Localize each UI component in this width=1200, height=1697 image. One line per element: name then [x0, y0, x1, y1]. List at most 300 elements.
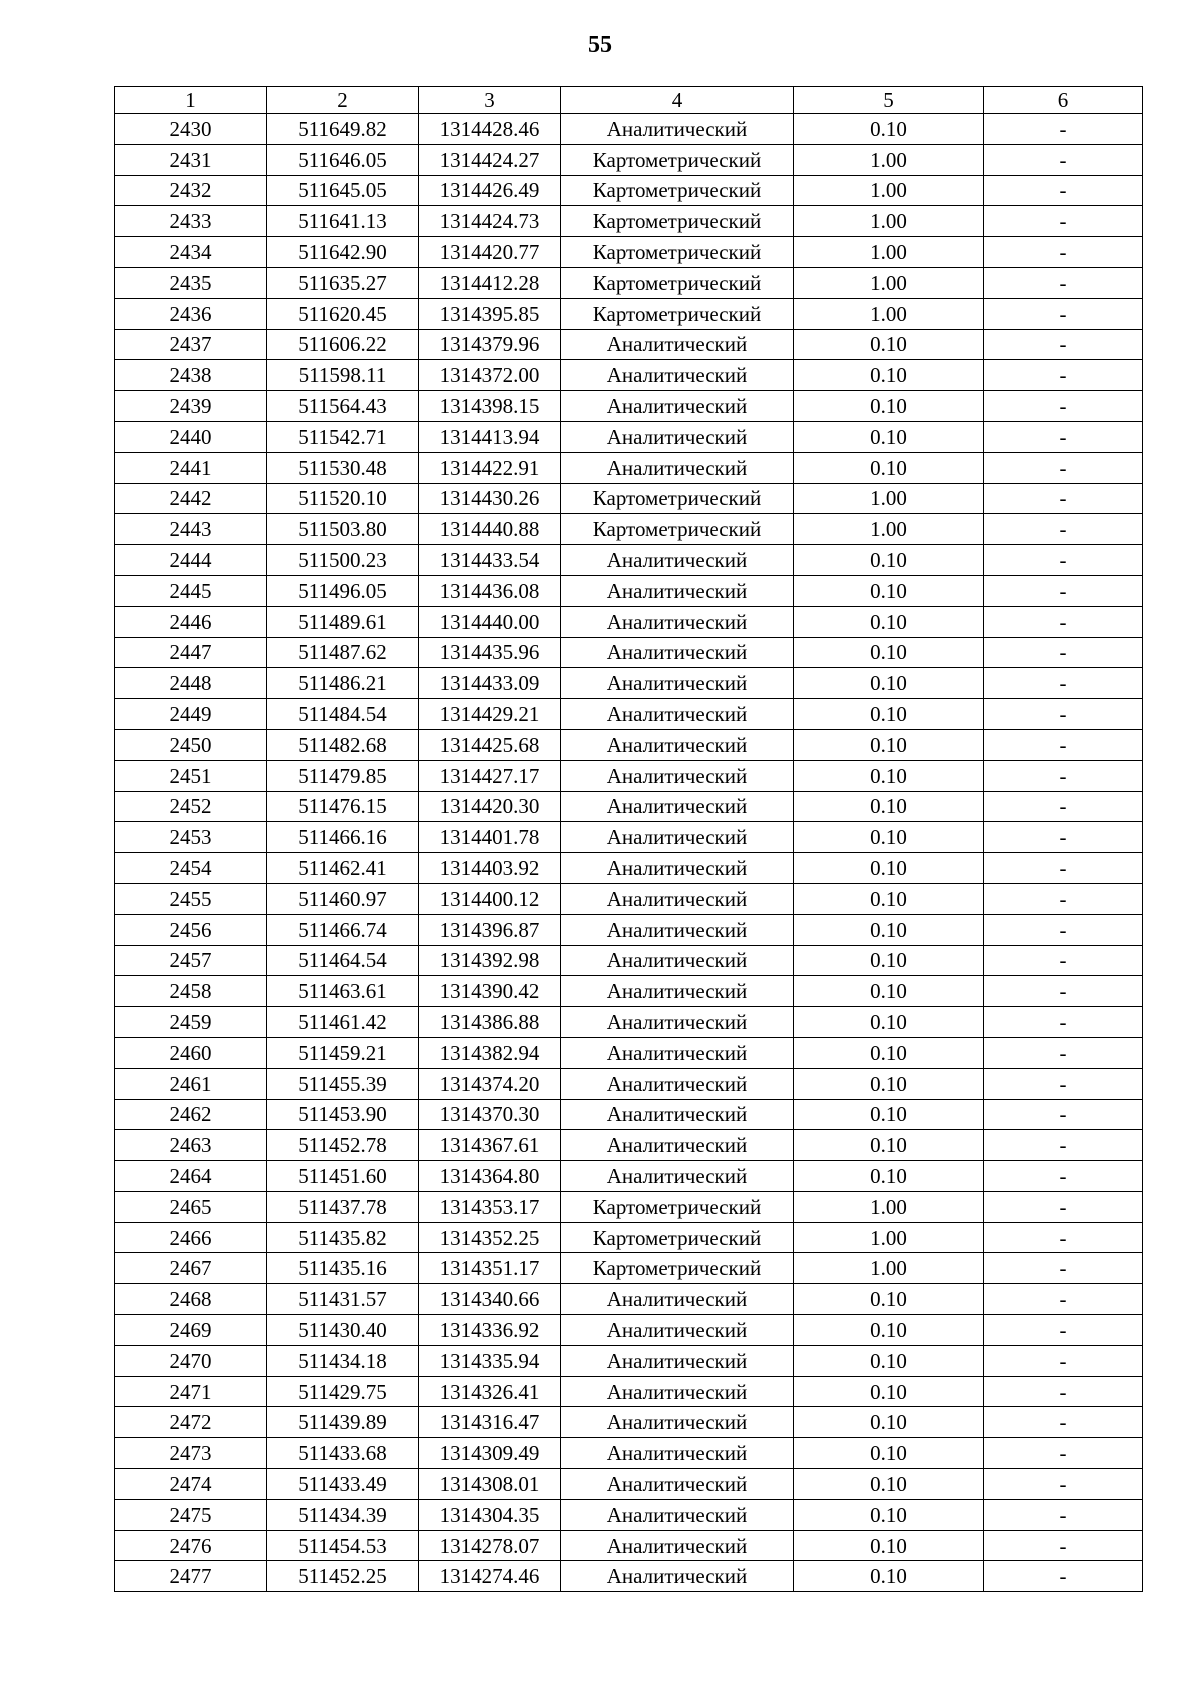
method-cell: Аналитический	[561, 545, 794, 576]
method-cell: Аналитический	[561, 1530, 794, 1561]
x-coordinate-cell: 511453.90	[267, 1099, 419, 1130]
accuracy-cell: 0.10	[794, 1315, 984, 1346]
note-cell: -	[984, 421, 1143, 452]
note-cell: -	[984, 1007, 1143, 1038]
x-coordinate-cell: 511429.75	[267, 1376, 419, 1407]
accuracy-cell: 0.10	[794, 1561, 984, 1592]
table-row	[115, 1068, 1143, 1099]
point-number-cell: 2446	[115, 606, 267, 637]
x-coordinate-cell: 511454.53	[267, 1530, 419, 1561]
y-coordinate-cell: 1314396.87	[419, 914, 561, 945]
y-coordinate-cell: 1314420.30	[419, 791, 561, 822]
point-number-cell: 2467	[115, 1253, 267, 1284]
table-row	[115, 1161, 1143, 1192]
accuracy-cell: 0.10	[794, 1469, 984, 1500]
accuracy-cell: 1.00	[794, 206, 984, 237]
x-coordinate-cell: 511433.49	[267, 1469, 419, 1500]
accuracy-cell: 1.00	[794, 1253, 984, 1284]
method-cell: Картометрический	[561, 1191, 794, 1222]
point-number-cell: 2459	[115, 1007, 267, 1038]
accuracy-cell: 0.10	[794, 360, 984, 391]
note-cell: -	[984, 914, 1143, 945]
y-coordinate-cell: 1314352.25	[419, 1222, 561, 1253]
x-coordinate-cell: 511646.05	[267, 144, 419, 175]
table-row	[115, 514, 1143, 545]
page-number: 55	[588, 32, 612, 58]
y-coordinate-cell: 1314398.15	[419, 391, 561, 422]
x-coordinate-cell: 511451.60	[267, 1161, 419, 1192]
note-cell: -	[984, 976, 1143, 1007]
point-number-cell: 2462	[115, 1099, 267, 1130]
y-coordinate-cell: 1314424.73	[419, 206, 561, 237]
table-row	[115, 1561, 1143, 1592]
note-cell: -	[984, 1191, 1143, 1222]
y-coordinate-cell: 1314430.26	[419, 483, 561, 514]
y-coordinate-cell: 1314426.49	[419, 175, 561, 206]
point-number-cell: 2453	[115, 822, 267, 853]
point-number-cell: 2455	[115, 883, 267, 914]
method-cell: Картометрический	[561, 298, 794, 329]
table-row	[115, 1253, 1143, 1284]
table-row	[115, 1284, 1143, 1315]
method-cell: Аналитический	[561, 822, 794, 853]
x-coordinate-cell: 511459.21	[267, 1037, 419, 1068]
note-cell: -	[984, 1345, 1143, 1376]
note-cell: -	[984, 329, 1143, 360]
method-cell: Аналитический	[561, 1315, 794, 1346]
note-cell: -	[984, 1407, 1143, 1438]
table-row	[115, 329, 1143, 360]
accuracy-cell: 0.10	[794, 1499, 984, 1530]
table-row	[115, 267, 1143, 298]
y-coordinate-cell: 1314308.01	[419, 1469, 561, 1500]
method-cell: Аналитический	[561, 791, 794, 822]
x-coordinate-cell: 511620.45	[267, 298, 419, 329]
accuracy-cell: 0.10	[794, 853, 984, 884]
table-body	[115, 114, 1143, 1592]
note-cell: -	[984, 1499, 1143, 1530]
note-cell: -	[984, 883, 1143, 914]
accuracy-cell: 0.10	[794, 729, 984, 760]
table-row	[115, 976, 1143, 1007]
accuracy-cell: 1.00	[794, 1222, 984, 1253]
y-coordinate-cell: 1314304.35	[419, 1499, 561, 1530]
x-coordinate-cell: 511598.11	[267, 360, 419, 391]
point-number-cell: 2456	[115, 914, 267, 945]
y-coordinate-cell: 1314353.17	[419, 1191, 561, 1222]
x-coordinate-cell: 511462.41	[267, 853, 419, 884]
point-number-cell: 2440	[115, 421, 267, 452]
note-cell: -	[984, 1376, 1143, 1407]
method-cell: Аналитический	[561, 945, 794, 976]
accuracy-cell: 0.10	[794, 575, 984, 606]
point-number-cell: 2430	[115, 114, 267, 145]
x-coordinate-cell: 511434.39	[267, 1499, 419, 1530]
accuracy-cell: 0.10	[794, 1037, 984, 1068]
point-number-cell: 2445	[115, 575, 267, 606]
y-coordinate-cell: 1314420.77	[419, 237, 561, 268]
point-number-cell: 2475	[115, 1499, 267, 1530]
point-number-cell: 2439	[115, 391, 267, 422]
table-row	[115, 1222, 1143, 1253]
accuracy-cell: 1.00	[794, 144, 984, 175]
accuracy-cell: 0.10	[794, 606, 984, 637]
point-number-cell: 2466	[115, 1222, 267, 1253]
note-cell: -	[984, 637, 1143, 668]
y-coordinate-cell: 1314316.47	[419, 1407, 561, 1438]
accuracy-cell: 0.10	[794, 452, 984, 483]
point-number-cell: 2444	[115, 545, 267, 576]
table-row	[115, 1099, 1143, 1130]
table-row	[115, 1407, 1143, 1438]
note-cell: -	[984, 206, 1143, 237]
x-coordinate-cell: 511503.80	[267, 514, 419, 545]
accuracy-cell: 0.10	[794, 545, 984, 576]
y-coordinate-cell: 1314351.17	[419, 1253, 561, 1284]
table-row	[115, 668, 1143, 699]
table-row	[115, 114, 1143, 145]
method-cell: Аналитический	[561, 1068, 794, 1099]
method-cell: Аналитический	[561, 1099, 794, 1130]
point-number-cell: 2471	[115, 1376, 267, 1407]
point-number-cell: 2451	[115, 760, 267, 791]
method-cell: Аналитический	[561, 1345, 794, 1376]
x-coordinate-cell: 511433.68	[267, 1438, 419, 1469]
table-row	[115, 606, 1143, 637]
y-coordinate-cell: 1314309.49	[419, 1438, 561, 1469]
method-cell: Аналитический	[561, 914, 794, 945]
y-coordinate-cell: 1314336.92	[419, 1315, 561, 1346]
x-coordinate-cell: 511635.27	[267, 267, 419, 298]
table-row	[115, 144, 1143, 175]
accuracy-cell: 0.10	[794, 329, 984, 360]
table-row	[115, 1499, 1143, 1530]
y-coordinate-cell: 1314413.94	[419, 421, 561, 452]
point-number-cell: 2432	[115, 175, 267, 206]
method-cell: Картометрический	[561, 237, 794, 268]
note-cell: -	[984, 1469, 1143, 1500]
x-coordinate-cell: 511431.57	[267, 1284, 419, 1315]
table-row	[115, 729, 1143, 760]
note-cell: -	[984, 1222, 1143, 1253]
x-coordinate-cell: 511435.82	[267, 1222, 419, 1253]
note-cell: -	[984, 237, 1143, 268]
table-row	[115, 1315, 1143, 1346]
method-cell: Картометрический	[561, 1253, 794, 1284]
y-coordinate-cell: 1314401.78	[419, 822, 561, 853]
note-cell: -	[984, 1253, 1143, 1284]
note-cell: -	[984, 1438, 1143, 1469]
column-header: 3	[419, 87, 561, 114]
accuracy-cell: 0.10	[794, 914, 984, 945]
method-cell: Аналитический	[561, 729, 794, 760]
method-cell: Аналитический	[561, 1438, 794, 1469]
method-cell: Аналитический	[561, 114, 794, 145]
x-coordinate-cell: 511434.18	[267, 1345, 419, 1376]
accuracy-cell: 1.00	[794, 298, 984, 329]
x-coordinate-cell: 511520.10	[267, 483, 419, 514]
method-cell: Аналитический	[561, 1161, 794, 1192]
method-cell: Аналитический	[561, 1376, 794, 1407]
accuracy-cell: 1.00	[794, 483, 984, 514]
x-coordinate-cell: 511606.22	[267, 329, 419, 360]
y-coordinate-cell: 1314440.00	[419, 606, 561, 637]
x-coordinate-cell: 511564.43	[267, 391, 419, 422]
note-cell: -	[984, 1530, 1143, 1561]
point-number-cell: 2461	[115, 1068, 267, 1099]
method-cell: Аналитический	[561, 1284, 794, 1315]
method-cell: Аналитический	[561, 637, 794, 668]
point-number-cell: 2477	[115, 1561, 267, 1592]
column-header: 2	[267, 87, 419, 114]
note-cell: -	[984, 452, 1143, 483]
note-cell: -	[984, 760, 1143, 791]
table-row	[115, 791, 1143, 822]
y-coordinate-cell: 1314433.09	[419, 668, 561, 699]
x-coordinate-cell: 511542.71	[267, 421, 419, 452]
method-cell: Аналитический	[561, 360, 794, 391]
method-cell: Аналитический	[561, 1407, 794, 1438]
point-number-cell: 2464	[115, 1161, 267, 1192]
method-cell: Аналитический	[561, 853, 794, 884]
accuracy-cell: 0.10	[794, 1130, 984, 1161]
note-cell: -	[984, 114, 1143, 145]
point-number-cell: 2436	[115, 298, 267, 329]
accuracy-cell: 0.10	[794, 1407, 984, 1438]
table-row	[115, 822, 1143, 853]
x-coordinate-cell: 511461.42	[267, 1007, 419, 1038]
note-cell: -	[984, 267, 1143, 298]
x-coordinate-cell: 511452.25	[267, 1561, 419, 1592]
method-cell: Картометрический	[561, 514, 794, 545]
table-row	[115, 206, 1143, 237]
accuracy-cell: 0.10	[794, 668, 984, 699]
note-cell: -	[984, 945, 1143, 976]
method-cell: Аналитический	[561, 1007, 794, 1038]
method-cell: Картометрический	[561, 267, 794, 298]
y-coordinate-cell: 1314424.27	[419, 144, 561, 175]
point-number-cell: 2457	[115, 945, 267, 976]
x-coordinate-cell: 511476.15	[267, 791, 419, 822]
note-cell: -	[984, 1130, 1143, 1161]
table-row	[115, 421, 1143, 452]
y-coordinate-cell: 1314386.88	[419, 1007, 561, 1038]
x-coordinate-cell: 511487.62	[267, 637, 419, 668]
accuracy-cell: 0.10	[794, 699, 984, 730]
x-coordinate-cell: 511430.40	[267, 1315, 419, 1346]
x-coordinate-cell: 511437.78	[267, 1191, 419, 1222]
point-number-cell: 2472	[115, 1407, 267, 1438]
table-row	[115, 1469, 1143, 1500]
accuracy-cell: 0.10	[794, 791, 984, 822]
table-row	[115, 637, 1143, 668]
table-row	[115, 1376, 1143, 1407]
note-cell: -	[984, 668, 1143, 699]
table-row	[115, 1191, 1143, 1222]
note-cell: -	[984, 1284, 1143, 1315]
method-cell: Аналитический	[561, 699, 794, 730]
accuracy-cell: 0.10	[794, 1068, 984, 1099]
x-coordinate-cell: 511464.54	[267, 945, 419, 976]
note-cell: -	[984, 606, 1143, 637]
table-row	[115, 175, 1143, 206]
x-coordinate-cell: 511435.16	[267, 1253, 419, 1284]
y-coordinate-cell: 1314400.12	[419, 883, 561, 914]
note-cell: -	[984, 1037, 1143, 1068]
y-coordinate-cell: 1314440.88	[419, 514, 561, 545]
note-cell: -	[984, 298, 1143, 329]
note-cell: -	[984, 791, 1143, 822]
method-cell: Аналитический	[561, 668, 794, 699]
y-coordinate-cell: 1314425.68	[419, 729, 561, 760]
point-number-cell: 2454	[115, 853, 267, 884]
y-coordinate-cell: 1314428.46	[419, 114, 561, 145]
accuracy-cell: 0.10	[794, 1345, 984, 1376]
accuracy-cell: 0.10	[794, 114, 984, 145]
method-cell: Картометрический	[561, 144, 794, 175]
y-coordinate-cell: 1314422.91	[419, 452, 561, 483]
accuracy-cell: 0.10	[794, 637, 984, 668]
table-header-row	[115, 87, 1143, 114]
table-row	[115, 945, 1143, 976]
method-cell: Аналитический	[561, 1561, 794, 1592]
accuracy-cell: 0.10	[794, 976, 984, 1007]
note-cell: -	[984, 545, 1143, 576]
y-coordinate-cell: 1314340.66	[419, 1284, 561, 1315]
y-coordinate-cell: 1314335.94	[419, 1345, 561, 1376]
note-cell: -	[984, 1315, 1143, 1346]
table-row	[115, 575, 1143, 606]
accuracy-cell: 0.10	[794, 883, 984, 914]
method-cell: Аналитический	[561, 391, 794, 422]
x-coordinate-cell: 511649.82	[267, 114, 419, 145]
y-coordinate-cell: 1314370.30	[419, 1099, 561, 1130]
point-number-cell: 2441	[115, 452, 267, 483]
x-coordinate-cell: 511484.54	[267, 699, 419, 730]
x-coordinate-cell: 511466.16	[267, 822, 419, 853]
table-row	[115, 452, 1143, 483]
point-number-cell: 2476	[115, 1530, 267, 1561]
accuracy-cell: 0.10	[794, 391, 984, 422]
method-cell: Картометрический	[561, 175, 794, 206]
note-cell: -	[984, 483, 1143, 514]
method-cell: Аналитический	[561, 1037, 794, 1068]
point-number-cell: 2463	[115, 1130, 267, 1161]
column-header: 4	[561, 87, 794, 114]
x-coordinate-cell: 511489.61	[267, 606, 419, 637]
accuracy-cell: 0.10	[794, 1007, 984, 1038]
accuracy-cell: 0.10	[794, 1530, 984, 1561]
method-cell: Аналитический	[561, 1130, 794, 1161]
note-cell: -	[984, 699, 1143, 730]
table-row	[115, 237, 1143, 268]
accuracy-cell: 1.00	[794, 175, 984, 206]
x-coordinate-cell: 511642.90	[267, 237, 419, 268]
x-coordinate-cell: 511645.05	[267, 175, 419, 206]
table-row	[115, 1530, 1143, 1561]
y-coordinate-cell: 1314372.00	[419, 360, 561, 391]
point-number-cell: 2442	[115, 483, 267, 514]
method-cell: Аналитический	[561, 452, 794, 483]
y-coordinate-cell: 1314403.92	[419, 853, 561, 884]
y-coordinate-cell: 1314435.96	[419, 637, 561, 668]
y-coordinate-cell: 1314436.08	[419, 575, 561, 606]
note-cell: -	[984, 360, 1143, 391]
method-cell: Аналитический	[561, 883, 794, 914]
y-coordinate-cell: 1314274.46	[419, 1561, 561, 1592]
point-number-cell: 2458	[115, 976, 267, 1007]
accuracy-cell: 1.00	[794, 514, 984, 545]
table-row	[115, 699, 1143, 730]
point-number-cell: 2447	[115, 637, 267, 668]
method-cell: Аналитический	[561, 976, 794, 1007]
accuracy-cell: 0.10	[794, 822, 984, 853]
note-cell: -	[984, 822, 1143, 853]
note-cell: -	[984, 1099, 1143, 1130]
note-cell: -	[984, 175, 1143, 206]
note-cell: -	[984, 391, 1143, 422]
x-coordinate-cell: 511482.68	[267, 729, 419, 760]
point-number-cell: 2431	[115, 144, 267, 175]
point-number-cell: 2465	[115, 1191, 267, 1222]
coordinates-table	[114, 86, 1143, 1592]
point-number-cell: 2433	[115, 206, 267, 237]
note-cell: -	[984, 1068, 1143, 1099]
method-cell: Картометрический	[561, 483, 794, 514]
table-row	[115, 298, 1143, 329]
method-cell: Картометрический	[561, 206, 794, 237]
method-cell: Аналитический	[561, 760, 794, 791]
table-row	[115, 1438, 1143, 1469]
table-row	[115, 883, 1143, 914]
accuracy-cell: 1.00	[794, 267, 984, 298]
table-row	[115, 483, 1143, 514]
method-cell: Картометрический	[561, 1222, 794, 1253]
accuracy-cell: 0.10	[794, 1161, 984, 1192]
method-cell: Аналитический	[561, 575, 794, 606]
x-coordinate-cell: 511486.21	[267, 668, 419, 699]
point-number-cell: 2448	[115, 668, 267, 699]
accuracy-cell: 0.10	[794, 1438, 984, 1469]
method-cell: Аналитический	[561, 1469, 794, 1500]
method-cell: Аналитический	[561, 421, 794, 452]
x-coordinate-cell: 511500.23	[267, 545, 419, 576]
point-number-cell: 2435	[115, 267, 267, 298]
table-row	[115, 853, 1143, 884]
method-cell: Аналитический	[561, 329, 794, 360]
accuracy-cell: 1.00	[794, 1191, 984, 1222]
point-number-cell: 2470	[115, 1345, 267, 1376]
table-row	[115, 1037, 1143, 1068]
accuracy-cell: 0.10	[794, 760, 984, 791]
x-coordinate-cell: 511439.89	[267, 1407, 419, 1438]
y-coordinate-cell: 1314395.85	[419, 298, 561, 329]
column-header: 1	[115, 87, 267, 114]
point-number-cell: 2450	[115, 729, 267, 760]
accuracy-cell: 1.00	[794, 237, 984, 268]
accuracy-cell: 0.10	[794, 945, 984, 976]
x-coordinate-cell: 511496.05	[267, 575, 419, 606]
point-number-cell: 2460	[115, 1037, 267, 1068]
accuracy-cell: 0.10	[794, 421, 984, 452]
table-row	[115, 1345, 1143, 1376]
y-coordinate-cell: 1314367.61	[419, 1130, 561, 1161]
point-number-cell: 2452	[115, 791, 267, 822]
y-coordinate-cell: 1314412.28	[419, 267, 561, 298]
point-number-cell: 2438	[115, 360, 267, 391]
x-coordinate-cell: 511452.78	[267, 1130, 419, 1161]
table-row	[115, 545, 1143, 576]
